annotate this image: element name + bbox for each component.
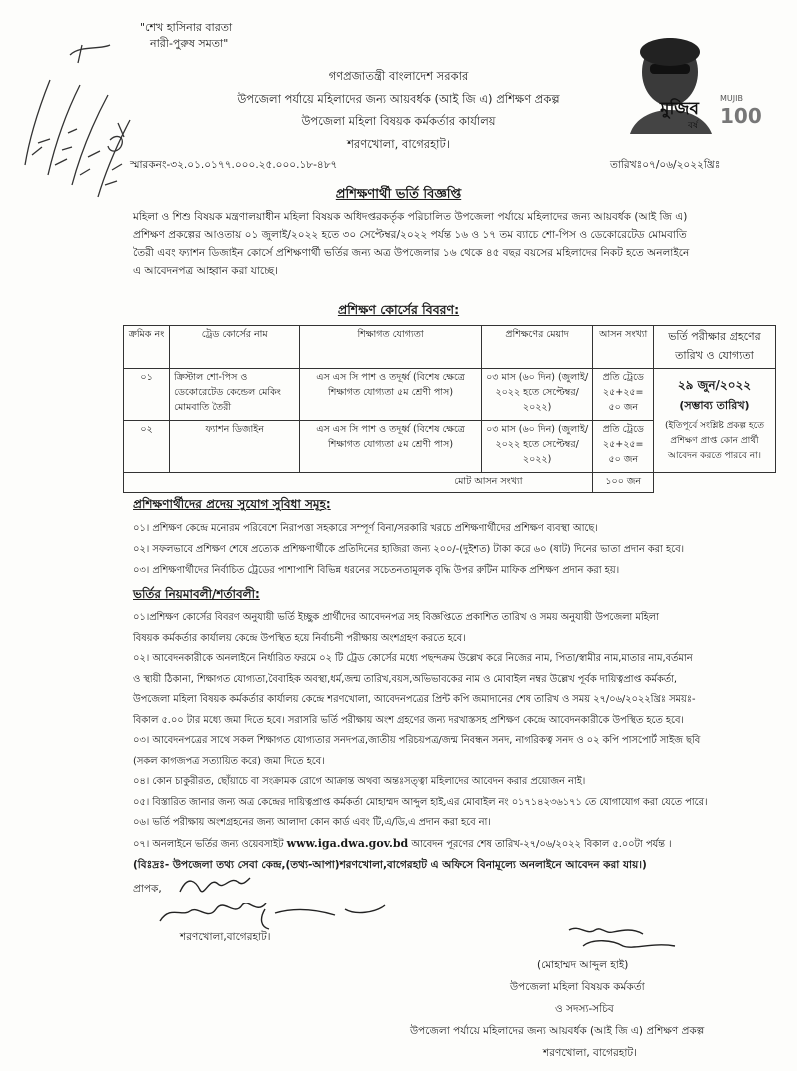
- mujib-text: মুজিব: [660, 99, 699, 119]
- rule-line: ০৩। আবেদনপত্রের সাথে সকল শিক্ষাগত যোগ্যতার সনদপত্র,জাতীয় পরিচয়পত্র/জন্ম নিবন্ধন সনদ, নাগরিকত্ব সনদ ও ০২ কপি পাসপোর্ট সাইজ ছবি: [133, 735, 701, 746]
- row-seats: প্রতি ট্রেডে ২৫+২৫= ৫০ জন: [593, 421, 653, 473]
- rules-title: ভর্তির নিয়মাবলী/শর্তাবলী:: [133, 587, 260, 601]
- list-item: ০১। প্রশিক্ষণ কেন্দ্রে মনোরম পরিবেশে নিরাপত্তা সহকারে সম্পূর্ণ বিনা/সরকারি খরচে প্রশিক্ষণার্থীদের প্রশিক্ষণ ব্যবস্থা আছে।: [133, 523, 598, 534]
- rule-line: (সকল কাগজপত্র সত্যায়িত করে) জমা দিতে হবে।: [133, 755, 325, 767]
- row-course: ফ্যাশন ডিজাইন: [170, 421, 300, 473]
- notice-line: মহিলা ও শিশু বিষয়ক মন্ত্রণালয়াধীন মহিলা বিষয়ক অধিদপ্তরকর্তৃক পরিচালিত উপজেলা পর্যায়ে মহিলাদের জন্য আয়বর্ধক (আই জি এ): [133, 211, 688, 223]
- slogan-line-1: "শেখ হাসিনার বারতা: [140, 21, 233, 34]
- recipient-label: প্রাপক,: [133, 883, 162, 895]
- recipient-location: শরণখোলা,বাগেরহাট।: [180, 931, 271, 943]
- memo-date: তারিখঃ০৭/০৬/২০২২খ্রিঃ: [610, 159, 721, 171]
- barsho-text: বর্ষ: [688, 121, 698, 131]
- memo-number: স্মারকনং-৩২.০১.০১৭৭.০০০.২৫.০০০.১৮-৪৮৭: [130, 159, 338, 171]
- header-line-4: শরণখোলা, বাগেরহাট।: [347, 137, 450, 151]
- header-qual: শিক্ষাগত যোগ্যতা: [300, 326, 481, 369]
- officer-title-1: উপজেলা মহিলা বিষয়ক কর্মকর্তা: [510, 981, 645, 993]
- slogan-line-2: নারী-পুরুষ সমতা": [150, 37, 229, 50]
- course-section-title: প্রশিক্ষণ কোর্সের বিবরণ:: [337, 302, 460, 317]
- notice-body: [133, 208, 773, 280]
- notice-title: প্রশিক্ষণার্থী ভর্তি বিজ্ঞপ্তি: [335, 187, 462, 202]
- header-seats: আসন সংখ্যা: [593, 326, 653, 369]
- header-line-1: গণপ্রজাতন্ত্রী বাংলাদেশ সরকার: [328, 69, 469, 83]
- rule-line-7: [133, 834, 783, 856]
- header-exam: ভর্তি পরীক্ষার গ্রহণের তারিখ ও যোগ্যতা: [653, 326, 775, 369]
- notice-line: তৈরী এবং ফ্যাশন ডিজাইন কোর্সে প্রশিক্ষণার্থী ভর্তির জন্য অত্র উপজেলার ১৬ থেকে ৪৫ বছর বয়সের মহিলাদের নিকট হতে অনলাইনে: [133, 247, 690, 259]
- row-sl: ০১: [124, 369, 170, 421]
- rule-line: ০২। আবেদনকারীকে অনলাইনে নির্ধারিত ফরমে ০২ টি ট্রেড কোর্সের মধ্যে পছন্দক্রম উল্লেখ করে নিজের নাম, পিতা/স্বামীর নাম,মাতার নাম,বর্তমান: [133, 653, 693, 664]
- rule-7-prefix: ০৭। অনলাইনে ভর্তির জন্য ওয়েবসাইট: [133, 838, 284, 850]
- rule-line: বিকাল ৫.০০ টার মধ্যে জমা দিতে হবে। সরাসরি ভর্তি পরীক্ষায় অংশ গ্রহণের জন্য দরখাস্তসহ প্রশিক্ষণ কেন্দ্রে আবেদনকারীকে উপস্থিত হতে হবে।: [133, 714, 684, 726]
- exam-desc: (ইতিপূর্বে সংশ্লিষ্ট প্রকল্প হতে প্রশিক্ষণ প্রাপ্ত কোন প্রার্থী আবেদন করতে পারবে না।: [664, 421, 764, 461]
- exam-date: ২৯ জুন/২০২২: [677, 378, 752, 392]
- officer-signature-icon: [565, 918, 695, 954]
- header-duration: প্রশিক্ষণের মেয়াদ: [481, 326, 593, 369]
- handwritten-address-icon: [155, 903, 395, 933]
- table-total-row: [124, 473, 776, 493]
- rule-line: ০৬। ভর্তি পরীক্ষায় অংশগ্রহনের জন্য আলাদা কোন কার্ড এবং টি,এ/ডি,এ প্রদান করা হবে না।: [133, 817, 491, 828]
- total-value: ১০০ জন: [593, 473, 653, 493]
- row-course: ক্রিস্টাল শো-পিস ও ডেকোরেটেড কেন্ডেল মেকিং মোমবাতি তৈরী: [170, 369, 300, 421]
- benefits-list: [133, 518, 778, 581]
- row-qual: এস এস সি পাশ ও তদূর্ধ্ব (বিশেষ ক্ষেত্রে শিক্ষাগত যোগ্যতা ৫ম শ্রেণী পাস): [300, 369, 481, 421]
- benefits-title: প্রশিক্ষণার্থীদের প্রদেয় সুযোগ সুবিধা সমূহ:: [133, 497, 331, 511]
- rule-line: উপজেলা মহিলা বিষয়ক কর্মকর্তার কার্যালয় কেন্দ্রে শরণখোলা, আবেদনপত্রের প্রিন্ট কপি জমাদানের শেষ তারিখ ও সময় ২৭/০৬/২০২২খ্রিঃ সময়ঃ-: [133, 694, 696, 705]
- notice-line: এ আবেদনপত্র আহ্বান করা যাচ্ছে।: [133, 265, 278, 277]
- header-sl: ক্রমিক নং: [124, 326, 170, 369]
- slogan: [140, 20, 232, 52]
- mujib-en-text: MUJIB: [720, 94, 743, 103]
- table-row: [124, 369, 776, 421]
- officer-title-2: ও সদস্য-সচিব: [555, 1003, 614, 1015]
- rule-line: বিষয়ক কর্মকর্তার কার্যালয় কেন্দ্রে উপস্থিত হয়ে নির্বাচনী পরীক্ষায় অংশগ্রহণ করতে হবে।: [133, 632, 466, 644]
- list-item: ০৩। প্রশিক্ষণার্থীদের নির্বাচিত ট্রেডের পাশাপাশি বিভিন্ন ধরনের সচেতনতামূলক বৃদ্ধি উপর রুটিন মাফিক প্রশিক্ষণ প্রদান করা হয়।: [133, 565, 620, 576]
- exam-cell: [653, 369, 775, 473]
- list-item: ০২। সফলভাবে প্রশিক্ষণ শেষে প্রত্যেক প্রশিক্ষণার্থীকে প্রতিদিনের হাজিরা জন্য ২০০/-(দুইশত) টাকা করে ৬০ (ষাট) দিনের ভাতা প্রদান করা হবে।: [133, 544, 685, 555]
- row-duration: ০৩ মাস (৬০ দিন) (জুলাই/২০২২ হতে সেপ্টেম্বর/২০২২): [481, 421, 593, 473]
- recipient-signature-icon: [175, 872, 255, 900]
- rule-line: ও স্থায়ী ঠিকানা, শিক্ষাগত যোগ্যতা,বৈবাহিক অবস্থা,ধর্ম,জন্ম তারিখ,বয়স,অভিভাবকের নাম ও মোবাইল নম্বর উল্লেখ পূর্বক দায়িত্বপ্রাপ্ত কর্মকর্তা,: [133, 673, 678, 685]
- rules-note: (বিঃদ্রঃ- উপজেলা তথ্য সেবা কেন্দ্র,(তথ্য-আপা)শরণখোলা,বাগেরহাট এ অফিসে বিনামূল্যে অনলাইনে আবেদন করা যায়।): [133, 859, 647, 871]
- notice-line: প্রশিক্ষণ প্রকল্পের আওতায় ০১ জুলাই/২০২২ হতে ৩০ সেপ্টেম্বর/২০২২ পর্যন্ত ১৬ ও ১৭ তম ব্যাচে শো-পিস ও ডেকোরেটেড মোমবাতি: [133, 229, 687, 241]
- row-sl: ০২: [124, 421, 170, 473]
- rule-line: ০৪। কোন চাকুরীরত, ছোঁয়াচে বা সংক্রামক রোগে আক্রান্ত অথবা অন্তঃসত্ত্বা মহিলাদের আবেদন করার প্রয়োজন নাই।: [133, 776, 586, 787]
- total-label: মোট আসন সংখ্যা: [124, 473, 593, 493]
- exam-note: (সম্ভাব্য তারিখ): [679, 399, 750, 412]
- header-line-3: উপজেলা মহিলা বিষয়ক কর্মকর্তার কার্যালয়: [301, 114, 496, 128]
- course-table: [123, 325, 776, 493]
- header-course: ট্রেড কোর্সের নাম: [170, 326, 300, 369]
- hundred-text: 100: [720, 104, 762, 128]
- rules-list: [133, 608, 783, 876]
- rule-7-suffix: আবেদন পূরণের শেষ তারিখ-২৭/০৬/২০২২ বিকাল ৫.০০টা পর্যন্ত ।: [411, 838, 672, 850]
- officer-title-4: শরণখোলা, বাগেরহাট।: [543, 1047, 637, 1059]
- rule-line: ০৫। বিস্তারিত জানার জন্য অত্র কেন্দ্রের দায়িত্বপ্রাপ্ত কর্মকর্তা মোহাম্মদ আব্দুল হাই,এর মোবাইল নং ০১৭১৪২৩৬১৭১ তে যোগাযোগ করা যেতে পারে।: [133, 796, 708, 808]
- header-line-2: উপজেলা পর্যায়ে মহিলাদের জন্য আয়বর্ধক (আই জি এ) প্রশিক্ষণ প্রকল্প: [237, 92, 560, 106]
- rule-line: ০১।প্রশিক্ষণ কোর্সের বিবরণ অনুযায়ী ভর্তি ইচ্ছুক প্রার্থীদের আবেদনপত্র সহ বিজ্ঞপ্তিতে প্রকাশিত তারিখ ও সময় অনুযায়ী উপজেলা মহিলা: [133, 612, 659, 623]
- row-qual: এস এস সি পাশ ও তদূর্ধ্ব (বিশেষ ক্ষেত্রে শিক্ষাগত যোগ্যতা ৫ম শ্রেণী পাস): [300, 421, 481, 473]
- website-link[interactable]: www.iga.dwa.gov.bd: [286, 836, 409, 850]
- officer-name: (মোহাম্মদ আব্দুল হাই): [537, 959, 629, 971]
- row-duration: ০৩ মাস (৬০ দিন) (জুলাই/২০২২ হতে সেপ্টেম্বর/২০২২): [481, 369, 593, 421]
- officer-title-3: উপজেলা পর্যায়ে মহিলাদের জন্য আয়বর্ধক (আই জি এ) প্রশিক্ষণ প্রকল্প: [410, 1025, 705, 1037]
- row-seats: প্রতি ট্রেডে ২৫+২৫= ৫০ জন: [593, 369, 653, 421]
- table-header-row: [124, 326, 776, 369]
